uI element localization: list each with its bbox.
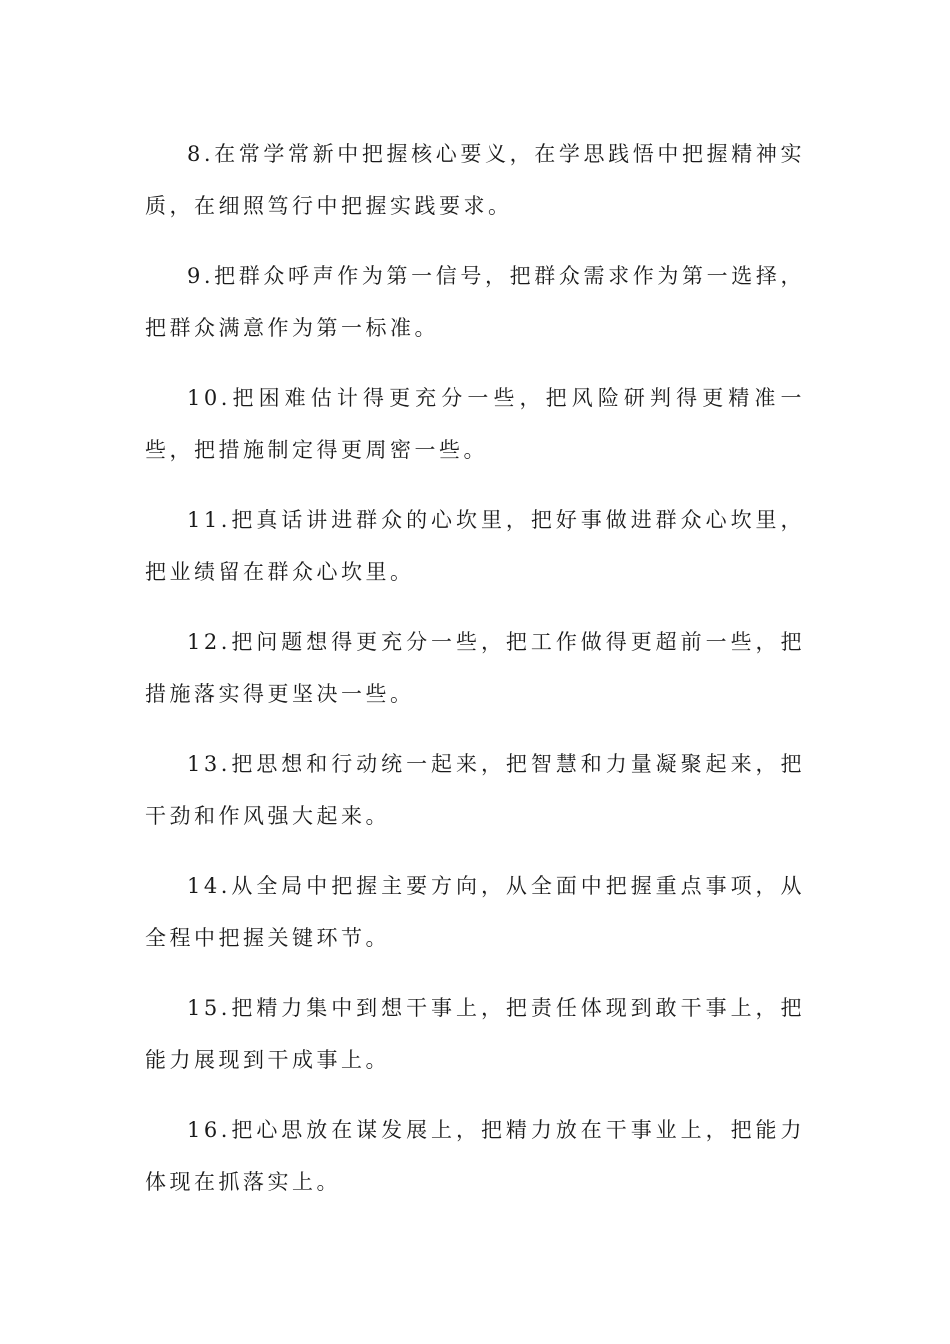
list-item: 9.把群众呼声作为第一信号，把群众需求作为第一选择，把群众满意作为第一标准。 bbox=[145, 264, 805, 340]
list-item: 15.把精力集中到想干事上，把责任体现到敢干事上，把能力展现到干成事上。 bbox=[145, 996, 805, 1072]
list-item: 8.在常学常新中把握核心要义，在学思践悟中把握精神实质，在细照笃行中把握实践要求。 bbox=[145, 142, 805, 218]
list-item: 14.从全局中把握主要方向，从全面中把握重点事项，从全程中把握关键环节。 bbox=[145, 874, 805, 950]
list-item: 12.把问题想得更充分一些，把工作做得更超前一些，把措施落实得更坚决一些。 bbox=[145, 630, 805, 706]
document-body bbox=[145, 128, 805, 1226]
list-item: 13.把思想和行动统一起来，把智慧和力量凝聚起来，把干劲和作风强大起来。 bbox=[145, 752, 805, 828]
list-item: 16.把心思放在谋发展上，把精力放在干事业上，把能力体现在抓落实上。 bbox=[145, 1118, 805, 1194]
list-item: 11.把真话讲进群众的心坎里，把好事做进群众心坎里，把业绩留在群众心坎里。 bbox=[145, 508, 805, 584]
list-item: 10.把困难估计得更充分一些，把风险研判得更精准一些，把措施制定得更周密一些。 bbox=[145, 386, 805, 462]
